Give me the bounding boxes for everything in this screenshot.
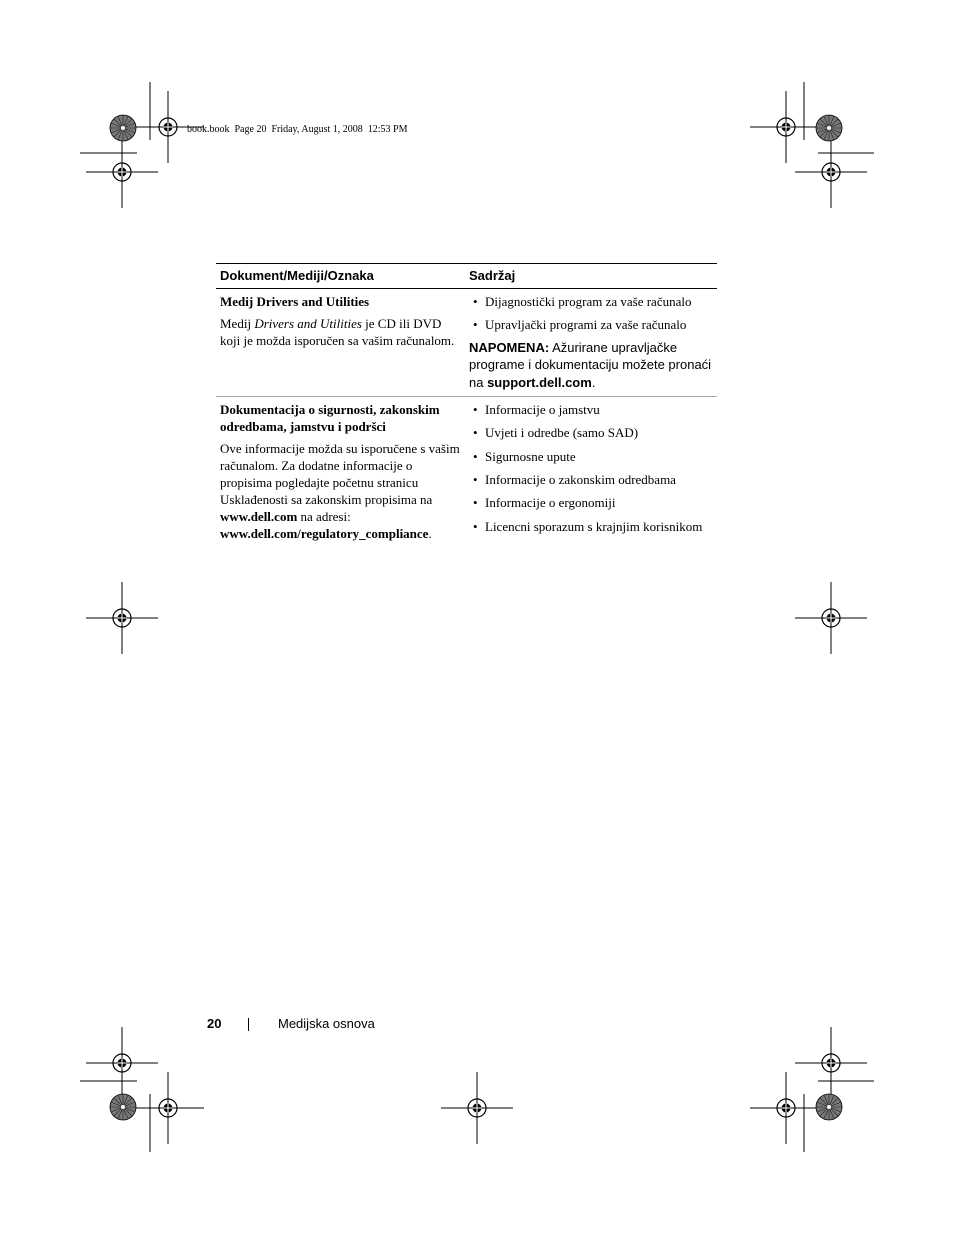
dell-link[interactable]: www.dell.com [220, 509, 298, 525]
description-italic: Drivers and Utilities [254, 316, 362, 331]
table-header-row [216, 264, 717, 289]
row-description [220, 315, 463, 349]
list-item: • Informacije o ergonomiji [469, 494, 715, 511]
list-item: • Informacije o jamstvu [469, 401, 715, 418]
row-title: Medij Drivers and Utilities [220, 294, 370, 309]
list-item: • Upravljački programi za vaše računalo [469, 316, 715, 333]
document-cell [216, 289, 465, 397]
note-end: . [591, 374, 596, 390]
regulatory-link[interactable]: www.dell.com/regulatory_compliance [220, 526, 429, 542]
description-end: . [428, 526, 432, 542]
note-text: Ažurirane upravljačke programe i dokumentaciju možete pronaći na [469, 339, 712, 390]
content-cell [465, 289, 717, 397]
content-cell [465, 397, 717, 548]
row-title: Dokumentacija o sigurnosti, zakonskim odredbama, jamstvu i podršci [220, 402, 440, 435]
description-text: Medij [220, 316, 255, 331]
list-item: • Licencni sporazum s krajnjim korisnikom [469, 518, 715, 535]
document-cell [216, 397, 465, 548]
content-list [469, 293, 715, 333]
description-text: Ove informacije možda su isporučene s vašim računalom. Za dodatne informacije o propisima pogledajte početnu stranicu Usklađenosti sa zakonskim propisima na [220, 441, 460, 508]
list-item: • Sigurnosne upute [469, 448, 715, 465]
note [469, 339, 715, 392]
table-row [216, 289, 717, 397]
page-number: 20 [207, 1016, 222, 1031]
list-item: • Dijagnostički program za vaše računalo [469, 293, 715, 310]
support-link[interactable]: support.dell.com [487, 374, 592, 390]
description-text: na adresi: [297, 509, 351, 525]
print-slug: book.book Page 20 Friday, August 1, 2008 12:53 PM [187, 124, 408, 135]
description-text: je CD ili DVD koji je možda isporučen sa vašim računalom. [220, 316, 455, 348]
footer-separator [248, 1018, 249, 1031]
column-header: Sadržaj [465, 264, 717, 289]
content-list [469, 401, 715, 534]
list-item: • Informacije o zakonskim odredbama [469, 471, 715, 488]
document-table [216, 263, 717, 547]
column-header: Dokument/Mediji/Oznaka [216, 264, 465, 289]
list-item: • Uvjeti i odredbe (samo SAD) [469, 424, 715, 441]
table-row [216, 397, 717, 548]
note-label: NAPOMENA: [469, 339, 550, 355]
section-title: Medijska osnova [278, 1016, 375, 1031]
row-description [220, 440, 463, 542]
